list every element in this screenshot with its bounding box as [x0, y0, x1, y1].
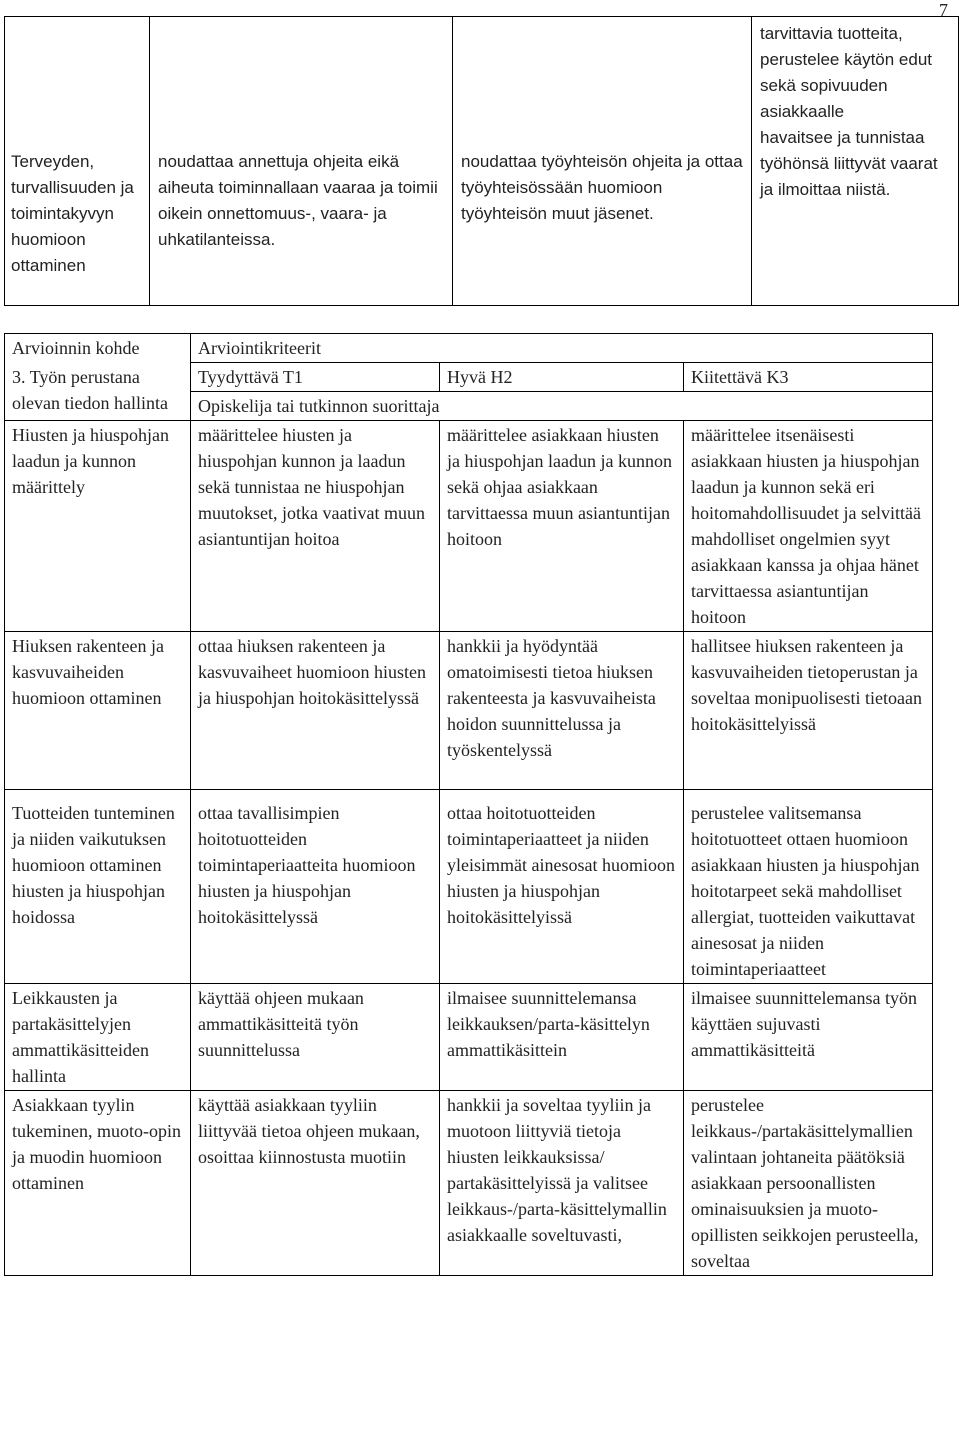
table-row [5, 632, 933, 790]
table-row [5, 790, 933, 984]
top-criterion-cell: Terveyden, turvallisuuden ja toimintakyvyn huomioon ottaminen [5, 17, 150, 306]
section-title-cell: 3. Työn perustana olevan tiedon hallinta [5, 363, 191, 421]
top-k3-text: havaitsee ja tunnistaa työhönsä liittyvät vaarat ja ilmoittaa niistä. [760, 128, 938, 199]
k3-cell: ilmaisee suunnittelemansa työn käyttäen sujuvasti ammattikäsitteitä [684, 984, 933, 1091]
level-k3-cell: Kiitettävä K3 [684, 363, 933, 392]
h2-cell: hankkii ja soveltaa tyyliin ja muotoon liittyviä tietoja hiusten leikkauksissa/ partakäsittelyissä ja valitsee leikkaus-/parta-käsittelymallin asiakkaalle soveltuvasti, [440, 1091, 684, 1276]
top-k3-continued-text: tarvittavia tuotteita, perustelee käytön edut sekä sopivuuden asiakkaalle [760, 24, 933, 121]
h2-cell: määrittelee asiakkaan hiusten ja hiuspohjan laadun ja kunnon sekä ohjaa asiakkaan tarvittaessa muun asiantuntijan hoitoon [440, 421, 684, 632]
t1-cell: käyttää ohjeen mukaan ammattikäsitteitä työn suunnittelussa [191, 984, 440, 1091]
target-cell: Hiuksen rakenteen ja kasvuvaiheiden huomioon ottaminen [5, 632, 191, 790]
level-t1-cell: Tyydyttävä T1 [191, 363, 440, 392]
t1-cell: käyttää asiakkaan tyyliin liittyvää tietoa ohjeen mukaan, osoittaa kiinnostusta muotiin [191, 1091, 440, 1276]
subject-cell: Opiskelija tai tutkinnon suorittaja [191, 392, 933, 421]
t1-cell: ottaa hiuksen rakenteen ja kasvuvaiheet huomioon hiusten ja hiuspohjan hoitokäsittelyssä [191, 632, 440, 790]
k3-cell: perustelee leikkaus-/partakäsittelymallien valintaan johtaneita päätöksiä asiakkaan persoonallisten ominaisuuksien ja muoto-opillisten seikkojen perusteella, soveltaa [684, 1091, 933, 1276]
h2-cell: ottaa hoitotuotteiden toimintaperiaatteet ja niiden yleisimmät ainesosat huomioon hiusten ja hiuspohjan hoitokäsittelyissä [440, 790, 684, 984]
level-h2-cell: Hyvä H2 [440, 363, 684, 392]
k3-cell: perustelee valitsemansa hoitotuotteet ottaen huomioon asiakkaan hiusten ja hiuspohjan hoitotarpeet sekä mahdolliset allergiat, tuotteiden vaikuttavat ainesosat ja niiden toimintaperiaatteet [684, 790, 933, 984]
target-cell: Hiusten ja hiuspohjan laadun ja kunnon määrittely [5, 421, 191, 632]
top-table [4, 16, 959, 306]
top-table-row [5, 17, 959, 306]
target-cell: Leikkausten ja partakäsittelyjen ammattikäsitteiden hallinta [5, 984, 191, 1091]
target-cell: Tuotteiden tunteminen ja niiden vaikutuksen huomioon ottaminen hiusten ja hiuspohjan hoidossa [5, 790, 191, 984]
main-table [4, 333, 933, 1276]
top-h2-cell: noudattaa työyhteisön ohjeita ja ottaa työyhteisössään huomioon työyhteisön muut jäsenet. [453, 17, 752, 306]
h2-cell: hankkii ja hyödyntää omatoimisesti tietoa hiuksen rakenteesta ja kasvuvaiheista hoidon suunnittelussa ja työskentelyssä [440, 632, 684, 790]
t1-cell: määrittelee hiusten ja hiuspohjan kunnon ja laadun sekä tunnistaa ne hiuspohjan muutokset, jotka vaativat muun asiantuntijan hoitoa [191, 421, 440, 632]
k3-cell: hallitsee hiuksen rakenteen ja kasvuvaiheiden tietoperustan ja soveltaa monipuolisesti tietoaan hoitokäsittelyissä [684, 632, 933, 790]
criteria-label-cell: Arviointikriteerit [191, 334, 933, 363]
header-row-2 [5, 363, 933, 392]
top-k3-cell [752, 17, 959, 306]
t1-cell: ottaa tavallisimpien hoitotuotteiden toimintaperiaatteita huomioon hiusten ja hiuspohjan hoitokäsittelyssä [191, 790, 440, 984]
table-row [5, 421, 933, 632]
table-row [5, 984, 933, 1091]
table-row [5, 1091, 933, 1276]
header-row-1 [5, 334, 933, 363]
h2-cell: ilmaisee suunnittelemansa leikkauksen/parta-käsittelyn ammattikäsittein [440, 984, 684, 1091]
k3-cell: määrittelee itsenäisesti asiakkaan hiusten ja hiuspohjan laadun ja kunnon sekä eri hoitomahdollisuudet ja selvittää mahdolliset ongelmien syyt asiakkaan kanssa ja ohjaa hänet tarvittaessa asiantuntijan hoitoon [684, 421, 933, 632]
top-t1-cell: noudattaa annettuja ohjeita eikä aiheuta toiminnallaan vaaraa ja toimii oikein onnettomuus-, vaara- ja uhkatilanteissa. [150, 17, 453, 306]
target-label-cell: Arvioinnin kohde [5, 334, 191, 363]
page-number: 7 [939, 0, 948, 20]
target-cell: Asiakkaan tyylin tukeminen, muoto-opin ja muodin huomioon ottaminen [5, 1091, 191, 1276]
